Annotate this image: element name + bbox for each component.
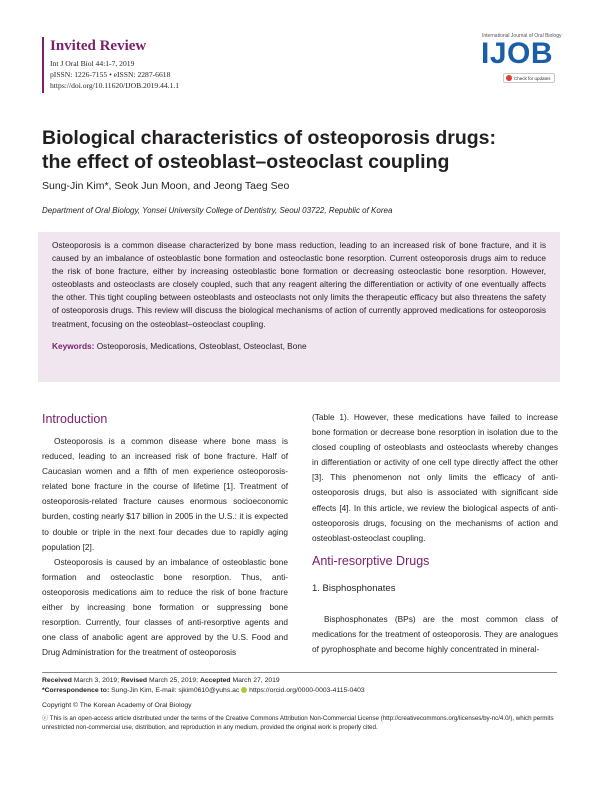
orcid-link[interactable]: https://orcid.org/0000-0003-4115-0403 — [249, 687, 365, 694]
introduction-heading: Introduction — [42, 412, 108, 426]
doi-link[interactable]: https://doi.org/10.11620/IJOB.2019.44.1.1 — [50, 81, 180, 90]
authors: Sung-Jin Kim*, Seok Jun Moon, and Jeong Taeg Seo — [42, 180, 290, 192]
keywords-label: Keywords: — [52, 340, 95, 351]
check-updates-icon — [506, 75, 512, 81]
abstract-box — [38, 232, 560, 382]
revised-date: March 25, 2019; — [147, 677, 200, 684]
bisphosphonates-column — [312, 612, 558, 657]
journal-name: International Journal of Oral Biology — [482, 33, 562, 39]
left-column — [42, 434, 288, 660]
revised-label: Revised — [120, 677, 148, 684]
right-column-paragraph: (Table 1). However, these medications have failed to increase bone formation or decrease bone resorption in isolation due to the closed coupling of osteoblasts and osteoclasts whereby changes in differentiation or activity of one cell type directly affect the other [3]. This phenomenon not only limits the efficacy of anti-osteoporosis drugs, but also is associated with significant side effects [4]. In this article, we review the biological aspects of anti-osteoporosis drugs, focusing on the mechanisms of action and osteoblast-osteoclast coupling. — [312, 412, 558, 543]
orcid-icon — [241, 687, 247, 693]
accepted-label: Accepted — [199, 677, 231, 684]
title-line-2: the effect of osteoblast–osteoclast coupling — [42, 151, 450, 173]
bisphosphonates-paragraph: Bisphosphonates (BPs) are the most common class of medications for the treatment of osteoporosis. They are analogues of pyrophosphate and become highly concentrated in mineral- — [312, 614, 558, 655]
accepted-date: March 27, 2019 — [230, 677, 280, 684]
journal-logo: IJOB — [481, 37, 554, 70]
article-title — [42, 126, 562, 174]
header-accent-bar — [42, 37, 44, 93]
received-date: March 3, 2019; — [71, 677, 121, 684]
bisphosphonates-heading: 1. Bisphosphonates — [312, 583, 396, 594]
keywords-list: Osteoporosis, Medications, Osteoblast, Osteoclast, Bone — [94, 340, 307, 351]
abstract-text: Osteoporosis is a common disease characterized by bone mass reduction, leading to an increased risk of bone fracture, and it is caused by an imbalance of osteoblastic bone formation and osteoclastic bone resorption. Current osteoporosis drugs aim to reduce the risk of bone fracture, either by increasing osteoblastic bone formation or decreasing osteoclastic bone resorption. However, osteoblasts and osteoclasts are closely coupled, such that any reagent altering the differentiation or activity of one eventually affects the other. This tight coupling between osteoblasts and osteoclasts not only limits the therapeutic efficacy but also threatens the safety of osteoporosis drugs. This review will discuss the biological mechanisms of action of currently approved medications for osteoporosis treatment, focusing on the osteoblast–osteoclast coupling. — [52, 240, 546, 329]
license-text: ⓒ This is an open-access article distributed under the terms of the Creative Commons Attribution Non-Commercial License (http://creativecommons.org/licenses/by-nc/4.0/), which permits unrestricted non-commercial use, distribution, and reproduction in any medium, provided the original work is properly cited. — [42, 715, 554, 731]
affiliation: Department of Oral Biology, Yonsei University College of Dentistry, Seoul 03722, Republic of Korea — [42, 206, 393, 215]
citation: Int J Oral Biol 44:1-7, 2019 — [50, 59, 135, 68]
received-label: Received — [42, 677, 72, 684]
keywords — [52, 341, 546, 351]
issn: pISSN: 1226-7155 • eISSN: 2287-6618 — [50, 70, 171, 79]
correspondence-line — [42, 687, 365, 694]
copyright: Copyright © The Korean Academy of Oral Biology — [42, 702, 192, 709]
section-label: Invited Review — [50, 38, 147, 54]
intro-paragraph-2: Osteoporosis is caused by an imbalance of osteoblastic bone formation and osteoclastic bone resorption. Thus, anti-osteoporosis medications aim to reduce the risk of bone fracture either by increasing bone formation or suppressing bone resorption. Currently, four classes of anti-resorptive agents and one class of anabolic agent are approved by the U.S. Food and Drug Administration for the treatment of osteoporosis — [42, 556, 288, 658]
intro-paragraph-1: Osteoporosis is a common disease where bone mass is reduced, leading to an increased risk of bone fracture. Half of Caucasian women and a fifth of men experience osteoporosis-related bone fracture in the course of lifetime [1]. Treatment of osteoporosis-related fracture causes enormous socioeconomic burden, costing nearly $17 billion in 2005 in the U.S.: it is expected to double or triple in the next four decades due to rapidly aging population [2]. — [42, 436, 288, 552]
title-line-1: Biological characteristics of osteoporosis drugs: — [42, 127, 497, 149]
anti-resorptive-heading: Anti-resorptive Drugs — [312, 554, 430, 568]
correspondence-text: Sung-Jin Kim, E-mail: sjkim0610@yuhs.ac — [109, 687, 242, 694]
check-updates-label: Check for updates — [514, 75, 551, 81]
check-for-updates-button[interactable] — [503, 73, 555, 83]
footer-divider — [42, 672, 557, 673]
correspondence-label: *Correspondence to: — [42, 687, 110, 694]
dates-line — [42, 677, 280, 684]
